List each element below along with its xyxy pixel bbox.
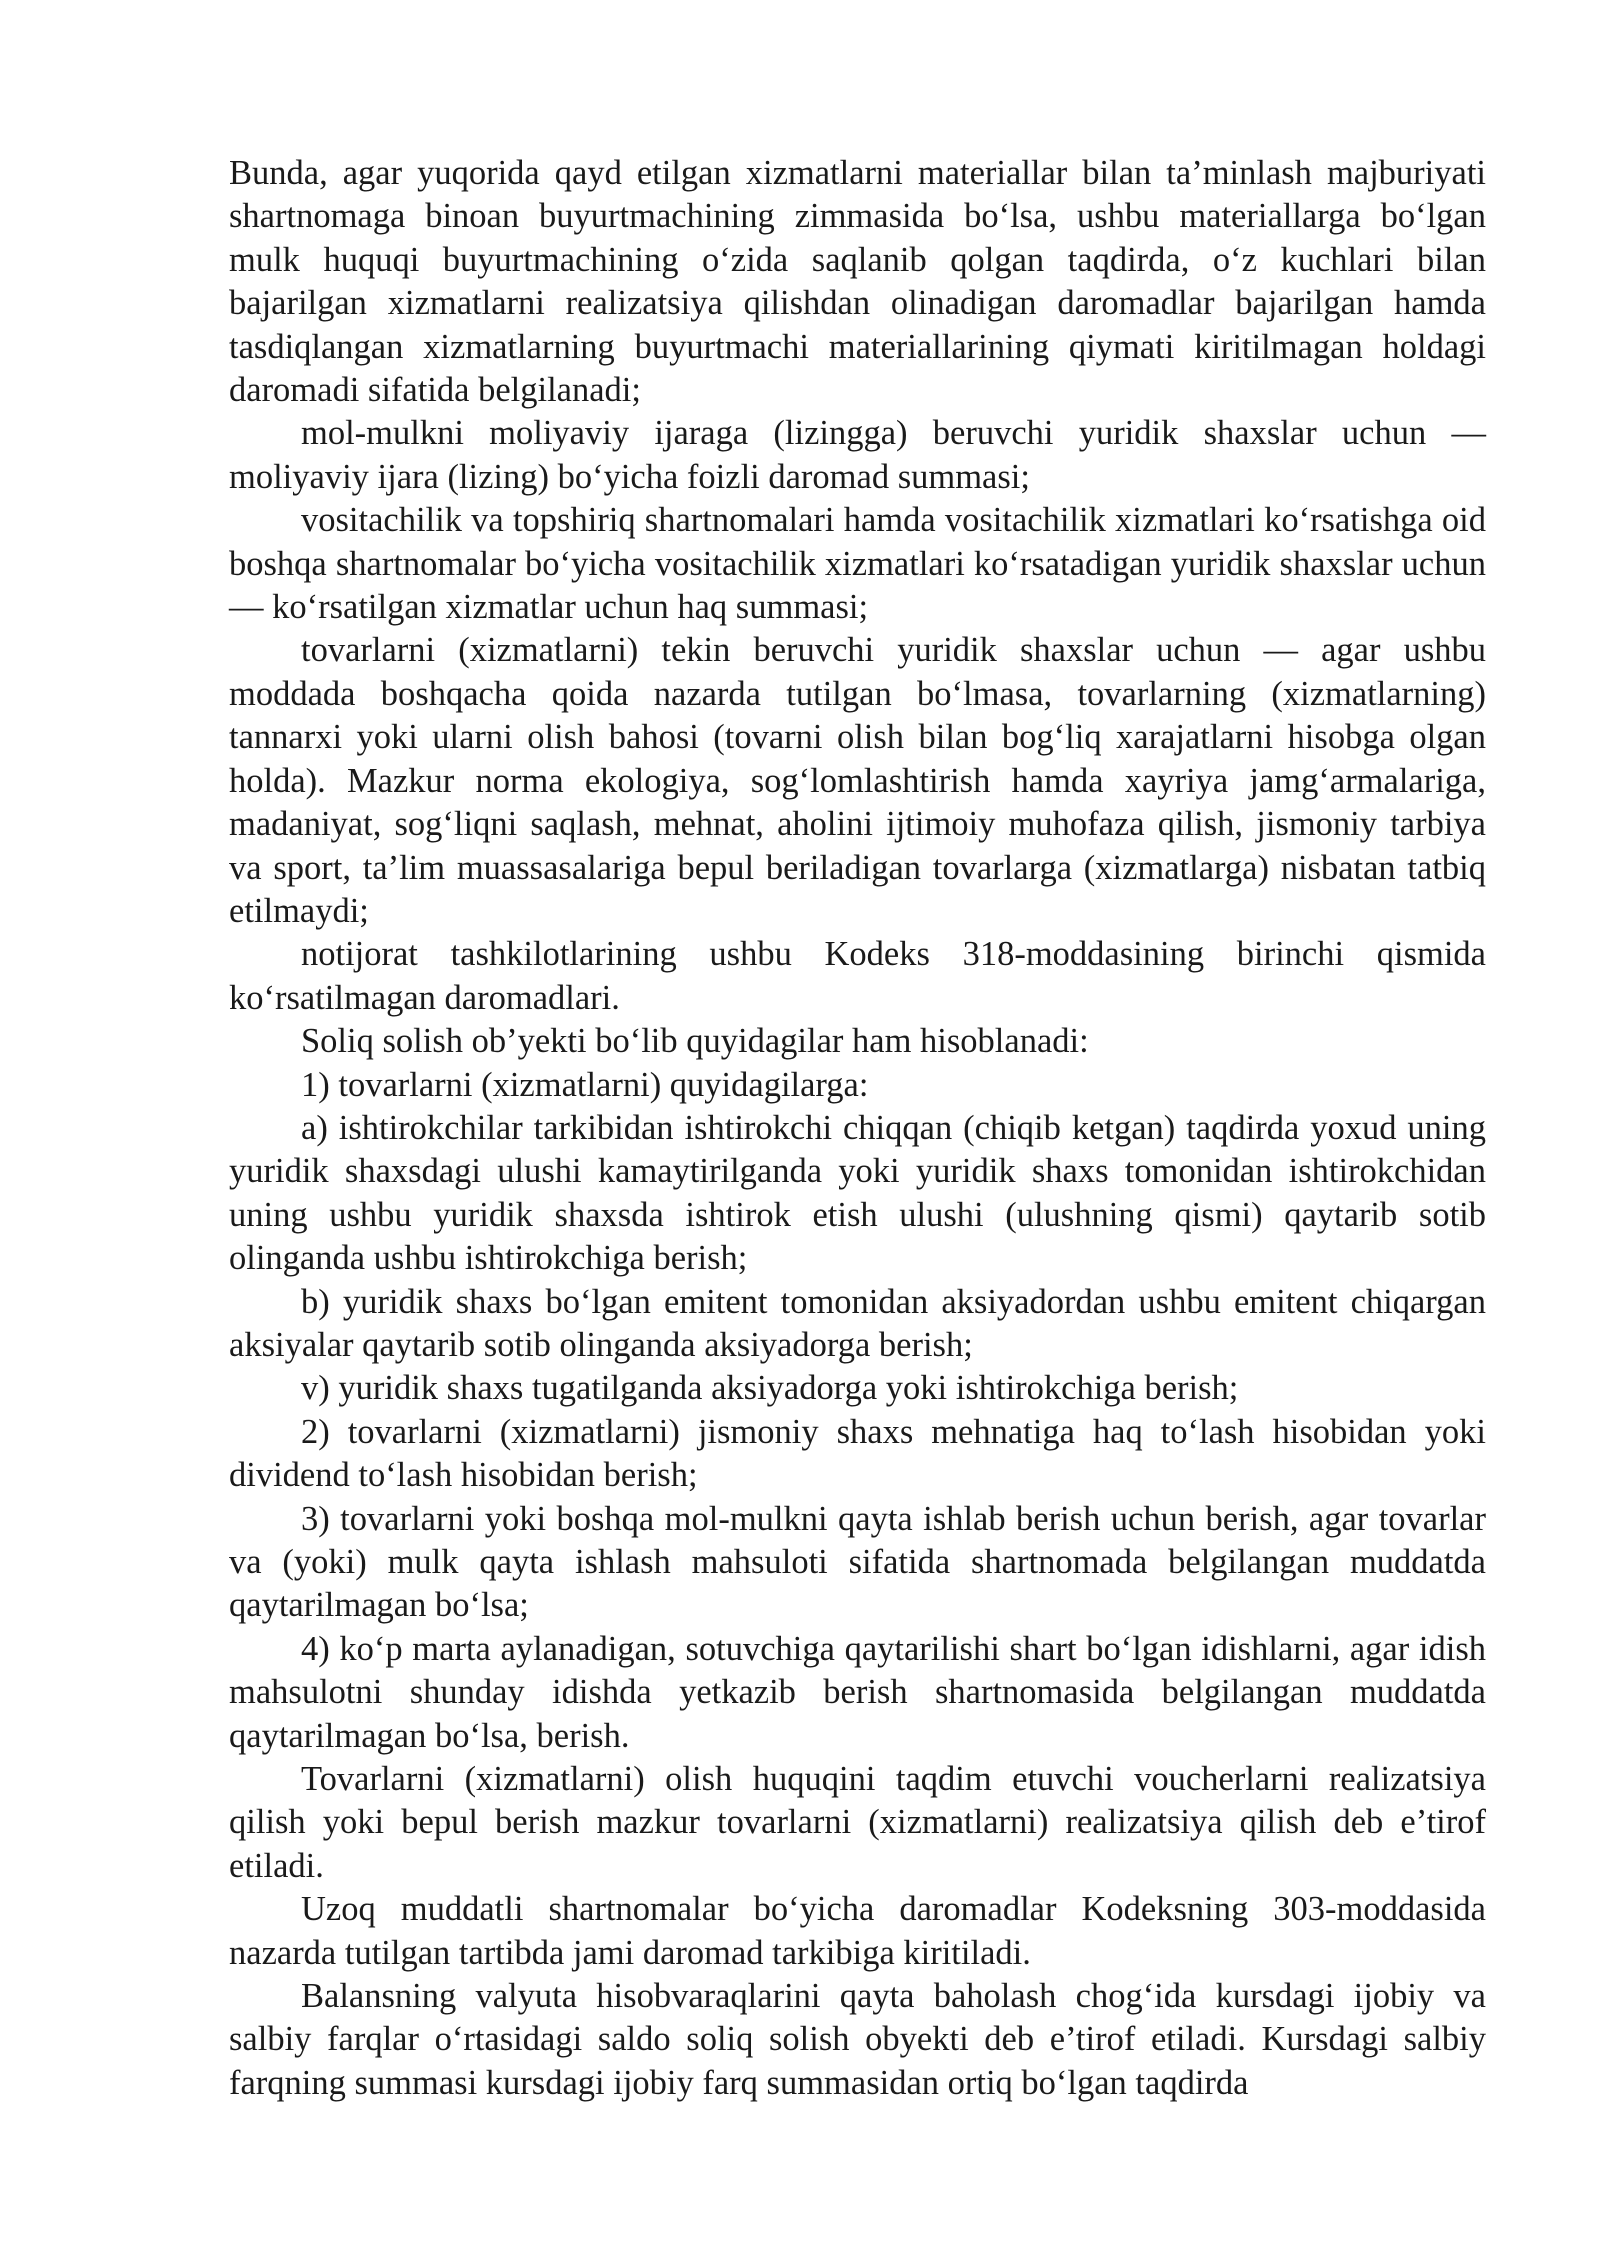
paragraph-long-term: Uzoq muddatli shartnomalar bo‘yicha daromadlar Kodeksning 303-moddasida nazarda tutilgan tartibda jami daromad tarkibiga kiritiladi. — [229, 1890, 1486, 1972]
paragraph-item-1b: b) yuridik shaxs bo‘lgan emitent tomonidan aksiyadordan ushbu emitent chiqargan aksiyalar qaytarib sotib olinganda aksiyadorga berish; — [229, 1282, 1486, 1364]
paragraph-item-2: 2) tovarlarni (xizmatlarni) jismoniy shaxs mehnatiga haq to‘lash hisobidan yoki dividend to‘lash hisobidan berish; — [229, 1412, 1486, 1495]
paragraph-leasing: mol-mulkni moliyaviy ijaraga (lizingga) beruvchi yuridik shaxslar uchun — moliyaviy ijara (lizing) bo‘yicha foizli daromad summasi; — [229, 414, 1486, 496]
paragraph-item-1: 1) tovarlarni (xizmatlarni) quyidagilarga: — [301, 1065, 869, 1104]
paragraph-currency-revaluation: Balansning valyuta hisobvaraqlarini qayta baholash chog‘ida kursdagi ijobiy va salbiy farqlar o‘rtasidagi saldo soliq solish obyekti deb e’tirof etiladi. Kursdagi salbiy farqning summasi kursdagi ijobiy farq summasidan ortiq bo‘lgan taqdirda — [229, 1977, 1486, 2102]
paragraph-item-1v: v) yuridik shaxs tugatilganda aksiyadorga yoki ishtirokchiga berish; — [301, 1369, 1239, 1408]
paragraph-nonprofit: notijorat tashkilotlarining ushbu Kodeks 318-moddasining birinchi qismida ko‘rsatilmagan daromadlari. — [229, 935, 1486, 1017]
paragraph-free-goods: tovarlarni (xizmatlarni) tekin beruvchi yuridik shaxslar uchun — agar ushbu moddada boshqacha qoida nazarda tutilgan bo‘lmasa, tovarlarning (xizmatlarning) tannarxi yoki ularni olish bahosi (tovarni olish bilan bog‘liq xarajatlarni hisobga olgan holda). Mazkur norma ekologiya, sog‘lomlashtirish hamda xayriya jamg‘armalariga, madaniyat, sog‘liqni saqlash, mehnat, aholini ijtimoiy muhofaza qilish, jismoniy tarbiya va sport, ta’lim muassasalariga bepul beriladigan tovarlarga (xizmatlarga) nisbatan tatbiq etilmaydi; — [229, 631, 1486, 930]
paragraph-tax-object-intro: Soliq solish ob’yekti bo‘lib quyidagilar ham hisoblanadi: — [301, 1022, 1089, 1061]
paragraph-vouchers: Tovarlarni (xizmatlarni) olish huquqini taqdim etuvchi voucherlarni realizatsiya qilish yoki bepul berish mazkur tovarlarni (xizmatlarni) realizatsiya qilish deb e’tirof etiladi. — [229, 1760, 1486, 1885]
paragraph-item-1a: a) ishtirokchilar tarkibidan ishtirokchi chiqqan (chiqib ketgan) taqdirda yoxud uning yuridik shaxsdagi ulushi kamaytirilganda yoki yuridik shaxs tomonidan ishtirokchidan uning ushbu yuridik shaxsda ishtirok etish ulushi (ulushning qismi) qaytarib sotib olinganda ushbu ishtirokchiga berish; — [229, 1108, 1486, 1278]
paragraph-materials: Bunda, agar yuqorida qayd etilgan xizmatlarni materiallar bilan ta’minlash majburiyati shartnomaga binoan buyurtmachining zimmasida bo‘lsa, ushbu materiallarga bo‘lgan mulk huquqi buyurtmachining o‘zida saqlanib qolgan taqdirda, o‘z kuchlari bilan bajarilgan xizmatlarni realizatsiya qilishdan olinadigan daromadlar bajarilgan hamda tasdiqlangan xizmatlarning buyurtmachi materiallarining qiymati kiritilmagan holdagi daromadi sifatida belgilanadi; — [229, 154, 1486, 410]
paragraph-intermediary: vositachilik va topshiriq shartnomalari hamda vositachilik xizmatlari ko‘rsatishga oid boshqa shartnomalar bo‘yicha vositachilik xizmatlari ko‘rsatadigan yuridik shaxslar uchun — ko‘rsatilgan xizmatlar uchun haq summasi; — [229, 501, 1486, 627]
document-page — [229, 152, 1486, 2105]
paragraph-item-3: 3) tovarlarni yoki boshqa mol-mulkni qayta ishlab berish uchun berish, agar tovarlar va (yoki) mulk qayta ishlash mahsuloti sifatida shartnomada belgilangan muddatda qaytarilmagan bo‘lsa; — [229, 1499, 1486, 1625]
paragraph-item-4: 4) ko‘p marta aylanadigan, sotuvchiga qaytarilishi shart bo‘lgan idishlarni, agar idish mahsulotni shunday idishda yetkazib berish shartnomasida belgilangan muddatda qaytarilmagan bo‘lsa, berish. — [229, 1629, 1486, 1755]
